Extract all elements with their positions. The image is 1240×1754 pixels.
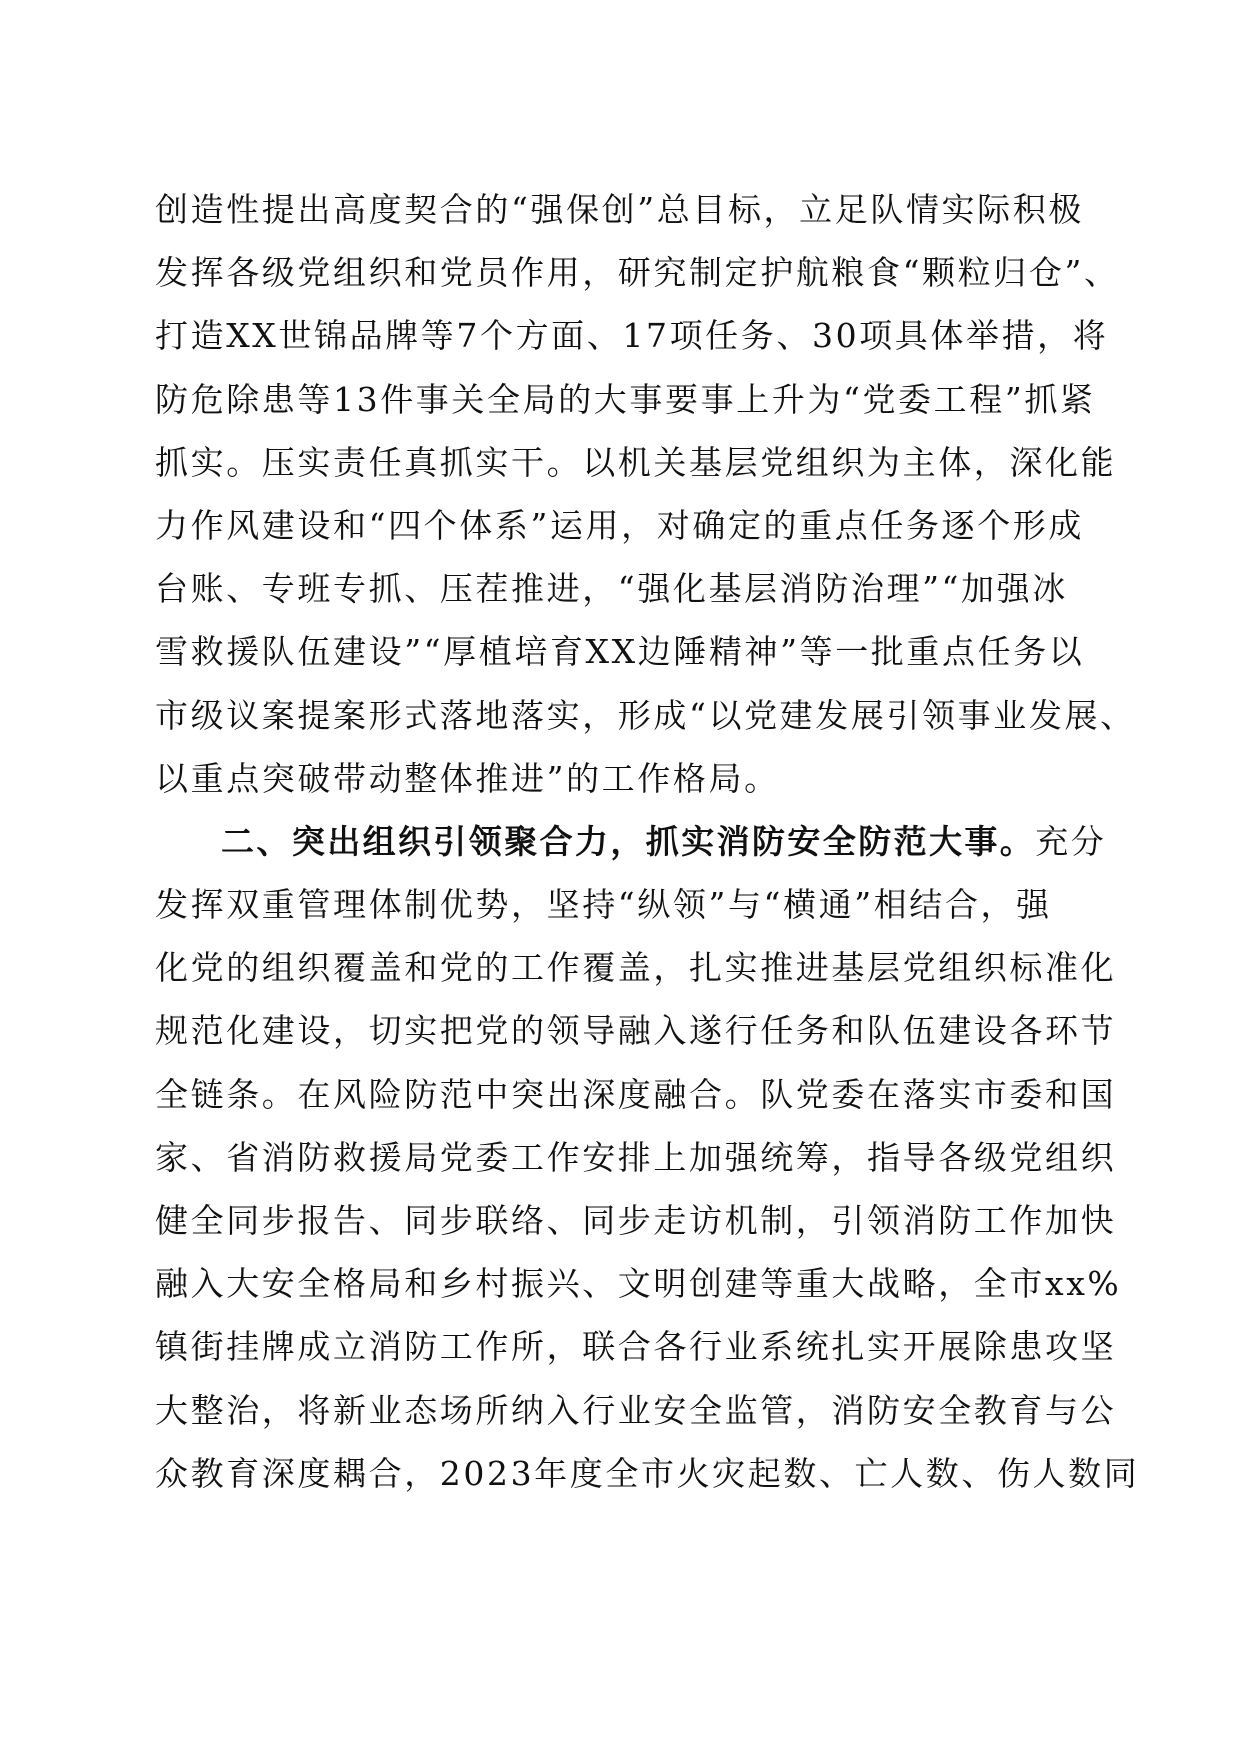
text-line: 台账、专班专抓、压茬推进，“强化基层消防治理”“加强冰 xyxy=(155,569,1068,609)
text-line: 发挥双重管理体制优势，坚持“纵领”与“横通”相结合，强 xyxy=(155,885,1052,925)
text-line: 全链条。在风险防范中突出深度融合。队党委在落实市委和国 xyxy=(155,1074,1117,1114)
text-line: 市级议案提案形式落地落实，形成“以党建发展引领事业发展、 xyxy=(155,695,1136,735)
body-text xyxy=(155,178,1140,1505)
text-line: 以重点突破带动整体推进”的工作格局。 xyxy=(155,758,780,798)
text-line: 大整治，将新业态场所纳入行业安全监管，消防安全教育与公 xyxy=(155,1390,1117,1430)
text-line: 健全同步报告、同步联络、同步走访机制，引领消防工作加快 xyxy=(155,1201,1117,1240)
text-line: 众教育深度耦合，2023年度全市火灾起数、亡人数、伤人数同 xyxy=(155,1453,1140,1493)
text-line: 力作风建设和“四个体系”运用，对确定的重点任务逐个形成 xyxy=(155,505,1084,545)
text-line: 家、省消防救援局党委工作安排上加强统筹，指导各级党组织 xyxy=(155,1137,1117,1177)
text-line: 防危除患等13件事关全局的大事要事上升为“党委工程”抓紧 xyxy=(155,379,1096,419)
section-heading-continuation: 充分 xyxy=(1035,821,1107,861)
text-line: 规范化建设，切实把党的领导融入遂行任务和队伍建设各环节 xyxy=(155,1011,1117,1051)
text-line: 融入大安全格局和乡村振兴、文明创建等重大战略，全市xx% xyxy=(155,1264,1122,1304)
section-heading-line xyxy=(155,810,1107,873)
text-line: 抓实。压实责任真抓实干。以机关基层党组织为主体，深化能 xyxy=(155,442,1117,482)
section-heading: 二、突出组织引领聚合力，抓实消防安全防范大事。 xyxy=(221,821,1036,861)
text-line: 创造性提出高度契合的“强保创”总目标，立足队情实际积极 xyxy=(155,190,1084,229)
text-line: 雪救援队伍建设”“厚植培育XX边陲精神”等一批重点任务以 xyxy=(155,632,1085,672)
text-line: 镇街挂牌成立消防工作所，联合各行业系统扎实开展除患攻坚 xyxy=(155,1327,1117,1367)
text-line: 发挥各级党组织和党员作用，研究制定护航粮食“颗粒归仓”、 xyxy=(155,253,1120,293)
text-line: 化党的组织覆盖和党的工作覆盖，扎实推进基层党组织标准化 xyxy=(155,948,1117,988)
text-line: 打造XX世锦品牌等7个方面、17项任务、30项具体举措，将 xyxy=(155,316,1109,356)
